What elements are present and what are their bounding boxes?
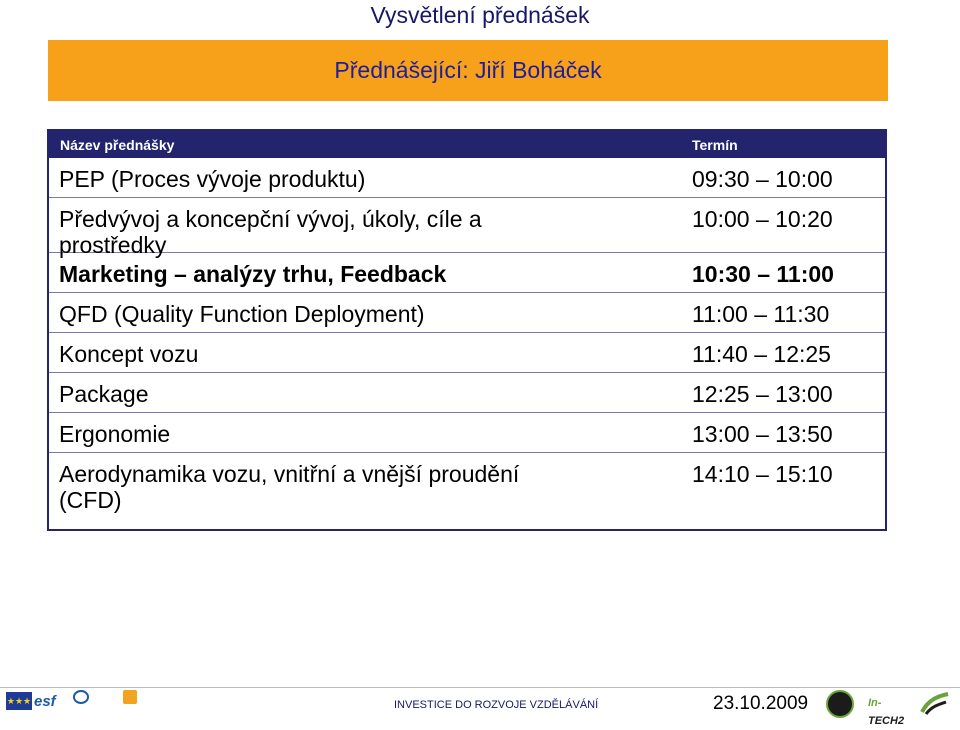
lecture-name: Package: [59, 381, 149, 407]
lecturer-name: Přednášející: Jiří Boháček: [334, 57, 602, 83]
lecture-name: Ergonomie: [59, 421, 171, 447]
lecture-time: 12:25 – 13:00: [692, 381, 833, 407]
lecture-name: Koncept vozu: [59, 341, 199, 367]
ministry-logo-icon: [62, 690, 100, 716]
intech-suffix: TECH2: [868, 715, 905, 727]
esf-logo-icon: esf: [34, 693, 56, 710]
intech-logo-icon: [868, 694, 916, 727]
table-row: [49, 253, 885, 293]
lecture-time: 10:00 – 10:20: [692, 206, 833, 232]
table-row: [49, 453, 885, 513]
lecture-name: QFD (Quality Function Deployment): [59, 301, 425, 327]
table-rows: [49, 158, 885, 513]
lecture-name: Aerodynamika vozu, vnitřní a vnější proudění (CFD): [59, 461, 520, 513]
lecture-time: 09:30 – 10:00: [692, 166, 833, 192]
lecture-time: 13:00 – 13:50: [692, 421, 833, 447]
footer-caption: INVESTICE DO ROZVOJE VZDĚLÁVÁNÍ: [394, 699, 599, 711]
table-row: [49, 293, 885, 333]
header-lecture-name: Název přednášky: [60, 137, 175, 153]
lecture-table: [47, 129, 887, 531]
lecture-name: Marketing – analýzy trhu, Feedback: [59, 261, 447, 287]
lecturer-banner: [48, 40, 888, 101]
eu-flag-icon: ★★★: [6, 692, 32, 710]
op-logo-icon: [110, 690, 150, 716]
table-row: [49, 333, 885, 373]
table-row: [49, 198, 885, 258]
skoda-logo-icon: [826, 690, 854, 718]
footer-date: 23.10.2009: [713, 693, 809, 714]
lecture-name: PEP (Proces vývoje produktu): [59, 166, 366, 192]
footer: [0, 688, 960, 727]
intech-prefix: In-: [868, 697, 882, 709]
header-time: Termín: [692, 137, 738, 153]
lecture-time: 10:30 – 11:00: [692, 261, 834, 287]
table-row: [49, 413, 885, 453]
table-row: [49, 158, 885, 198]
swoosh-logo-icon: [920, 690, 950, 716]
lecture-name: Předvývoj a koncepční vývoj, úkoly, cíle a prostředky: [59, 206, 482, 258]
table-header: [49, 131, 885, 158]
lecture-time: 14:10 – 15:10: [692, 461, 833, 487]
slide-title: Vysvětlení přednášek: [370, 2, 590, 28]
lecture-time: 11:00 – 11:30: [692, 301, 830, 327]
table-row: [49, 373, 885, 413]
lecture-time: 11:40 – 12:25: [692, 341, 831, 367]
